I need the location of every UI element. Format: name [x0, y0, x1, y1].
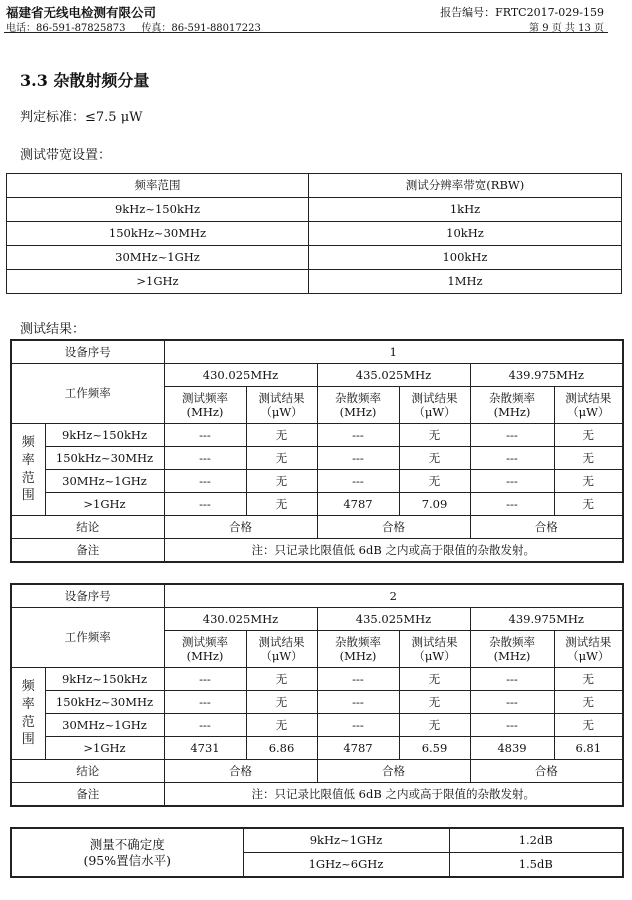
criterion: 判定标准：≤7.5 μW: [20, 110, 143, 125]
table-row: [11, 828, 623, 853]
col-head-unit: （μW）: [260, 405, 303, 419]
table-cell: 无: [399, 447, 470, 470]
col-head-unit: （μW）: [260, 649, 303, 663]
table-cell: ---: [317, 714, 399, 737]
col-head-text: 杂散频率: [335, 390, 381, 405]
section-title: 3.3 杂散射频分量: [20, 71, 150, 90]
table-cell: 9kHz~1GHz: [243, 828, 449, 853]
freq-row: [11, 608, 623, 631]
conclusion-cell: 合格: [470, 760, 623, 783]
table-cell: 无: [246, 470, 317, 493]
table-cell: 无: [554, 447, 623, 470]
table-cell: 150kHz~30MHz: [7, 222, 309, 246]
table-cell: ---: [470, 447, 554, 470]
uncertainty-label-line2: (95%置信水平): [83, 852, 172, 868]
table-cell: ---: [164, 691, 246, 714]
table-cell: ---: [470, 668, 554, 691]
conclusion-row: [11, 516, 623, 539]
table-cell: ---: [470, 470, 554, 493]
uncertainty-table: [10, 827, 624, 878]
table-cell: 无: [554, 470, 623, 493]
table-row: [11, 493, 623, 516]
remark-text: 注：只记录比限值低 6dB 之内或高于限值的杂散发射。: [164, 783, 623, 807]
table-cell: 1MHz: [309, 270, 622, 294]
table-cell: 1.5dB: [449, 853, 623, 878]
table-cell: ---: [470, 493, 554, 516]
bw-setting-label: 测试带宽设置：: [20, 148, 112, 163]
range-cell: 9kHz~150kHz: [45, 668, 164, 691]
table-cell: 4731: [164, 737, 246, 760]
range-cell: 150kHz~30MHz: [45, 691, 164, 714]
conclusion-cell: 合格: [470, 516, 623, 539]
col-head-text: 测试结果: [565, 390, 612, 405]
remark-row: [11, 539, 623, 563]
table-cell: ---: [164, 714, 246, 737]
col-head-text: 测试结果: [411, 390, 458, 405]
col-head-text: 测试结果: [411, 634, 458, 649]
table-row: [7, 198, 622, 222]
col-head: [554, 387, 623, 424]
col-head: [164, 631, 246, 668]
col-head-text: 测试结果: [565, 634, 612, 649]
work-freq-label: 工作频率: [11, 608, 164, 668]
table-row: [11, 737, 623, 760]
tel: 电话：86-591-87825873: [6, 23, 126, 34]
col-head-unit: (MHz): [186, 405, 224, 419]
table-cell: ---: [317, 668, 399, 691]
table-cell: ---: [164, 668, 246, 691]
conclusion-cell: 合格: [317, 516, 470, 539]
table-row: [11, 668, 623, 691]
table-cell: 100kHz: [309, 246, 622, 270]
col-head: [399, 387, 470, 424]
table-cell: 6.86: [246, 737, 317, 760]
table-row: [7, 246, 622, 270]
conclusion-cell: 合格: [164, 516, 317, 539]
col-head: [164, 387, 246, 424]
table-cell: 无: [399, 668, 470, 691]
table-cell: ---: [164, 493, 246, 516]
device-number: 1: [164, 340, 623, 364]
table-cell: 无: [399, 691, 470, 714]
table-cell: 1kHz: [309, 198, 622, 222]
page-info: 第 9 页 共 13 页: [529, 23, 604, 34]
header-cell: 测试分辨率带宽(RBW): [309, 174, 622, 198]
freq-row: [11, 364, 623, 387]
table-cell: 无: [554, 493, 623, 516]
table-cell: 无: [554, 424, 623, 447]
col-head: [399, 631, 470, 668]
table-cell: 无: [554, 668, 623, 691]
table-row: [7, 270, 622, 294]
fax: 传真：86-591-88017223: [141, 23, 261, 34]
bandwidth-table: [6, 173, 622, 294]
col-head: [246, 631, 317, 668]
table-cell: 无: [246, 691, 317, 714]
uncertainty-label-line1: 测量不确定度: [89, 836, 165, 852]
conclusion-label: 结论: [11, 516, 164, 539]
table-cell: ---: [317, 424, 399, 447]
results-label: 测试结果：: [20, 322, 86, 337]
remark-label: 备注: [11, 783, 164, 807]
device-row: [11, 340, 623, 364]
table-cell: 无: [399, 470, 470, 493]
range-label-text: 频率范围: [21, 679, 35, 748]
table-row: [11, 447, 623, 470]
table-cell: 无: [246, 668, 317, 691]
col-head: [317, 387, 399, 424]
table-cell: ---: [470, 424, 554, 447]
table-cell: 无: [246, 714, 317, 737]
col-head-unit: (MHz): [339, 649, 377, 663]
remark-label: 备注: [11, 539, 164, 563]
table-cell: 10kHz: [309, 222, 622, 246]
table-row: [11, 714, 623, 737]
table-cell: 无: [246, 493, 317, 516]
col-head: [470, 631, 554, 668]
table-cell: 1.2dB: [449, 828, 623, 853]
freq-cell: 435.025MHz: [317, 608, 470, 631]
range-cell: 30MHz~1GHz: [45, 470, 164, 493]
table-cell: 无: [246, 424, 317, 447]
conclusion-label: 结论: [11, 760, 164, 783]
results-table-device-1: [10, 339, 624, 563]
range-cell: 9kHz~150kHz: [45, 424, 164, 447]
col-head-text: 测试结果: [258, 634, 305, 649]
col-head-unit: （μW）: [567, 405, 610, 419]
table-cell: 无: [399, 424, 470, 447]
remark-text: 注：只记录比限值低 6dB 之内或高于限值的杂散发射。: [164, 539, 623, 563]
freq-cell: 435.025MHz: [317, 364, 470, 387]
device-label: 设备序号: [11, 584, 164, 608]
table-cell: ---: [470, 714, 554, 737]
conclusion-cell: 合格: [317, 760, 470, 783]
table-cell: ---: [317, 447, 399, 470]
table-row: [7, 222, 622, 246]
table-cell: 30MHz~1GHz: [7, 246, 309, 270]
uncertainty-label: [11, 828, 243, 877]
col-head-unit: (MHz): [339, 405, 377, 419]
table-row: [11, 424, 623, 447]
device-row: [11, 584, 623, 608]
range-label-text: 频率范围: [21, 435, 35, 504]
table-cell: 无: [399, 714, 470, 737]
col-head-unit: (MHz): [186, 649, 224, 663]
table-row: [11, 470, 623, 493]
company-name: 福建省无线电检测有限公司: [6, 5, 157, 20]
table-cell: ---: [164, 447, 246, 470]
freq-cell: 439.975MHz: [470, 364, 623, 387]
device-label: 设备序号: [11, 340, 164, 364]
table-cell: 无: [554, 691, 623, 714]
table-cell: ---: [164, 424, 246, 447]
col-head-unit: (MHz): [493, 405, 531, 419]
table-cell: ---: [470, 691, 554, 714]
table-cell: 6.59: [399, 737, 470, 760]
header-cell: 频率范围: [7, 174, 309, 198]
col-head: [317, 631, 399, 668]
table-cell: 4787: [317, 493, 399, 516]
col-head-unit: (MHz): [493, 649, 531, 663]
table-cell: ---: [317, 470, 399, 493]
col-head-text: 测试频率: [182, 390, 228, 405]
col-head: [554, 631, 623, 668]
range-label: [11, 424, 45, 516]
table-cell: 4787: [317, 737, 399, 760]
range-label: [11, 668, 45, 760]
table-cell: ---: [164, 470, 246, 493]
report-number: 报告编号：FRTC2017-029-159: [440, 6, 604, 19]
col-head: [246, 387, 317, 424]
table-cell: ---: [317, 691, 399, 714]
table-cell: 7.09: [399, 493, 470, 516]
page-header: [0, 0, 632, 34]
range-cell: 150kHz~30MHz: [45, 447, 164, 470]
col-head-text: 杂散频率: [489, 390, 535, 405]
range-cell: 30MHz~1GHz: [45, 714, 164, 737]
range-cell: >1GHz: [45, 493, 164, 516]
table-cell: 6.81: [554, 737, 623, 760]
col-head-text: 杂散频率: [335, 634, 381, 649]
freq-cell: 430.025MHz: [164, 608, 317, 631]
remark-row: [11, 783, 623, 807]
col-head-unit: （μW）: [413, 649, 456, 663]
table-cell: 无: [554, 714, 623, 737]
table-cell: 9kHz~150kHz: [7, 198, 309, 222]
header-rule: [4, 32, 608, 33]
conclusion-row: [11, 760, 623, 783]
work-freq-label: 工作频率: [11, 364, 164, 424]
freq-cell: 439.975MHz: [470, 608, 623, 631]
table-cell: 4839: [470, 737, 554, 760]
device-number: 2: [164, 584, 623, 608]
table-cell: 1GHz~6GHz: [243, 853, 449, 878]
freq-cell: 430.025MHz: [164, 364, 317, 387]
col-head-unit: （μW）: [413, 405, 456, 419]
table-cell: >1GHz: [7, 270, 309, 294]
range-cell: >1GHz: [45, 737, 164, 760]
col-head-text: 测试频率: [182, 634, 228, 649]
col-head: [470, 387, 554, 424]
table-row: [11, 691, 623, 714]
table-header-row: [7, 174, 622, 198]
table-cell: 无: [246, 447, 317, 470]
col-head-text: 测试结果: [258, 390, 305, 405]
results-table-device-2: [10, 583, 624, 807]
col-head-unit: （μW）: [567, 649, 610, 663]
conclusion-cell: 合格: [164, 760, 317, 783]
col-head-text: 杂散频率: [489, 634, 535, 649]
